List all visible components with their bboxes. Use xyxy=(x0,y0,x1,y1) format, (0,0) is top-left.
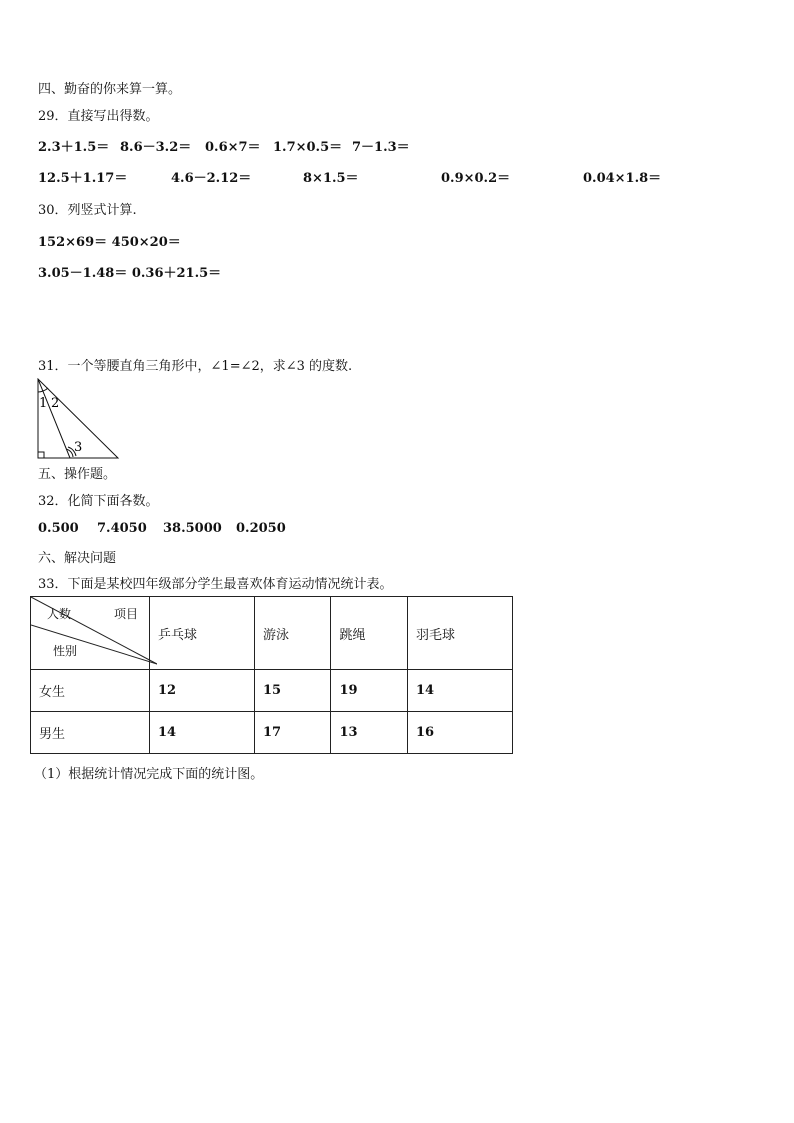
question-30-title: 30．列竖式计算. xyxy=(38,203,137,218)
question-30-row-2: 3.05－1.48＝ 0.36＋21.5＝ xyxy=(38,266,222,281)
expression: 12.5＋1.17＝ xyxy=(38,171,128,186)
column-header: 乒乓球 xyxy=(150,597,255,670)
expression: 4.6－2.12＝ xyxy=(171,171,252,186)
question-29-title: 29．直接写出得数。 xyxy=(38,109,159,124)
section-4-title: 四、勤奋的你来算一算。 xyxy=(38,82,182,97)
table-cell: 16 xyxy=(408,712,513,754)
expression: 2.3＋1.5＝ xyxy=(38,140,110,155)
table-corner-cell xyxy=(31,597,150,670)
corner-label-gender: 性别 xyxy=(53,644,78,658)
angle-label-2: 2 xyxy=(51,396,60,411)
angle-label-3: 3 xyxy=(74,440,83,455)
row-label: 女生 xyxy=(31,670,150,712)
expression: 8×1.5＝ xyxy=(303,171,359,186)
sports-statistics-table xyxy=(30,596,513,754)
column-header: 游泳 xyxy=(254,597,331,670)
angle-label-1: 1 xyxy=(39,396,48,411)
row-label: 男生 xyxy=(31,712,150,754)
expression: 8.6－3.2＝ xyxy=(120,140,192,155)
table-cell: 15 xyxy=(254,670,331,712)
column-header: 羽毛球 xyxy=(408,597,513,670)
question-33-sub-1: （1）根据统计情况完成下面的统计图。 xyxy=(34,767,264,782)
section-5-title: 五、操作题。 xyxy=(38,467,117,482)
question-31-title: 31．一个等腰直角三角形中，∠1=∠2，求∠3 的度数. xyxy=(38,359,353,374)
expression: 0.6×7＝ xyxy=(205,140,261,155)
section-6-title: 六、解决问题 xyxy=(38,551,117,566)
table-row xyxy=(31,670,513,712)
question-30-row-1: 152×69＝ 450×20＝ xyxy=(38,235,181,250)
question-33-title: 33．下面是某校四年级部分学生最喜欢体育运动情况统计表。 xyxy=(38,577,393,592)
number-item: 0.2050 xyxy=(236,521,286,536)
table-row xyxy=(31,712,513,754)
expression: 1.7×0.5＝ xyxy=(273,140,343,155)
column-header: 跳绳 xyxy=(331,597,408,670)
table-cell: 12 xyxy=(150,670,255,712)
table-cell: 14 xyxy=(150,712,255,754)
table-cell: 13 xyxy=(331,712,408,754)
table-cell: 19 xyxy=(331,670,408,712)
corner-label-count: 人数 xyxy=(47,607,72,621)
number-item: 7.4050 xyxy=(97,521,147,536)
expression: 0.04×1.8＝ xyxy=(583,171,662,186)
table-cell: 14 xyxy=(408,670,513,712)
number-item: 0.500 xyxy=(38,521,79,536)
number-item: 38.5000 xyxy=(163,521,222,536)
corner-label-item: 项目 xyxy=(114,607,139,621)
expression: 7－1.3＝ xyxy=(352,140,410,155)
triangle-figure xyxy=(36,378,126,462)
question-32-title: 32．化简下面各数。 xyxy=(38,494,159,509)
expression: 0.9×0.2＝ xyxy=(441,171,511,186)
table-cell: 17 xyxy=(254,712,331,754)
table-header-row xyxy=(31,597,513,670)
